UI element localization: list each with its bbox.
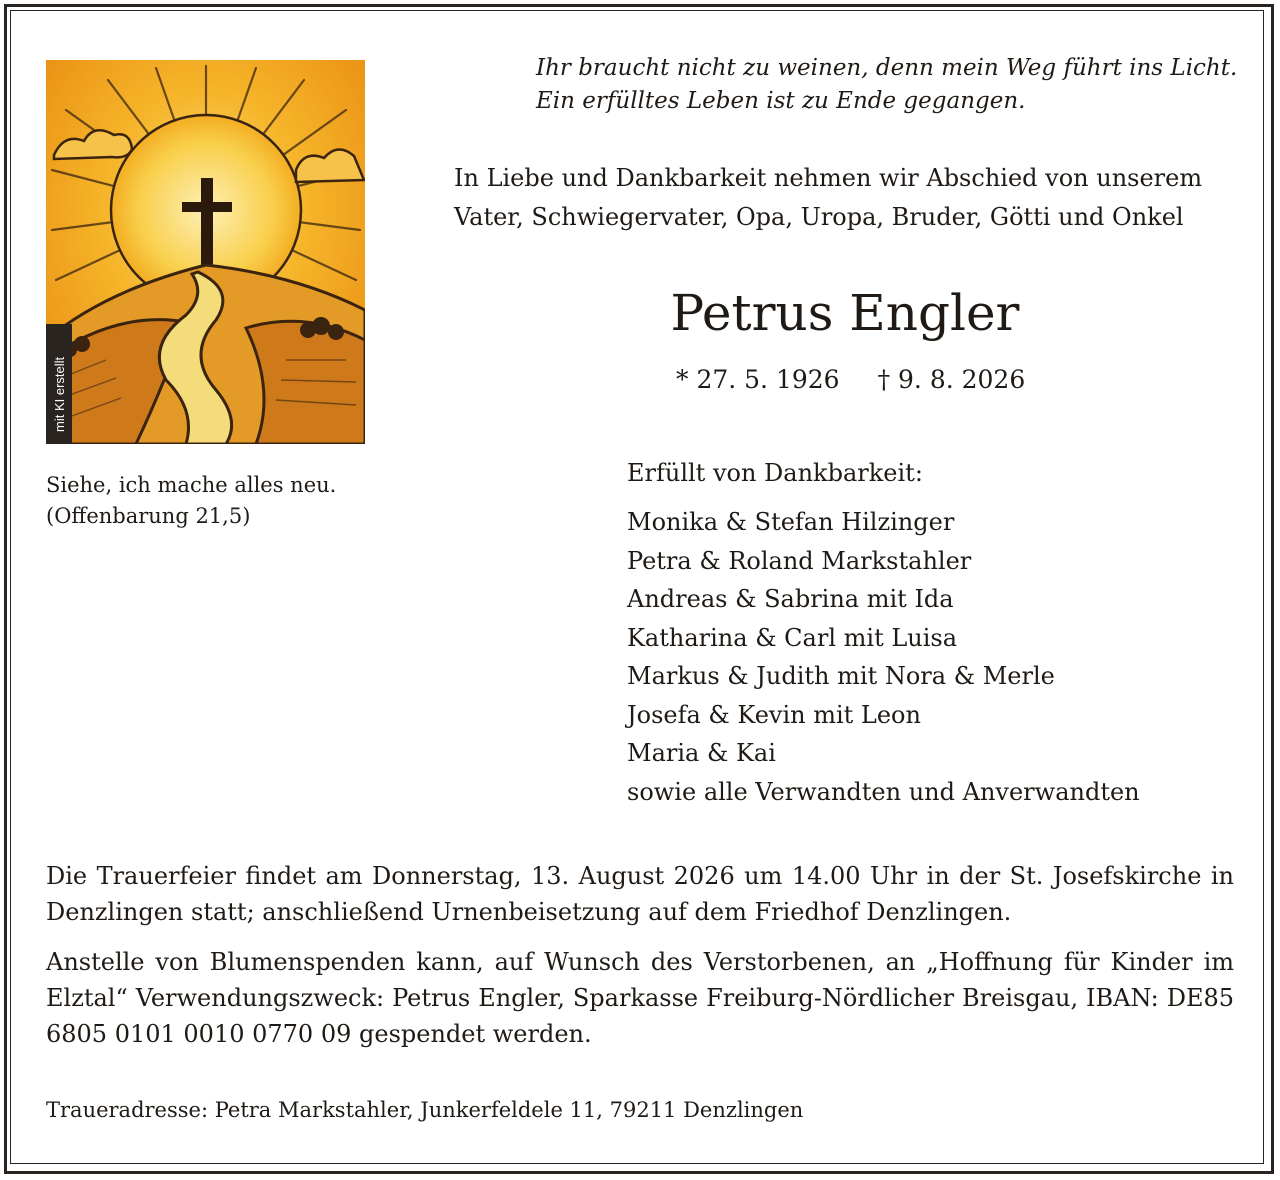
motto-line-1: Ihr braucht nicht zu weinen, denn mein Weg führt ins Licht. — [536, 55, 1238, 81]
deceased-name: Petrus Engler — [670, 284, 1020, 342]
motto-line-2: Ein erfülltes Leben ist zu Ende gegangen. — [536, 88, 1026, 114]
list-item: Maria & Kai — [627, 739, 776, 767]
list-item: Andreas & Sabrina mit Ida — [627, 585, 954, 613]
intro-line-1: In Liebe und Dankbarkeit nehmen wir Abschied von unserem — [454, 164, 1203, 192]
death-date: † 9. 8. 2026 — [877, 365, 1026, 394]
mourners-heading: Erfüllt von Dankbarkeit: — [627, 459, 923, 487]
list-item: Monika & Stefan Hilzinger — [627, 508, 955, 536]
ai-label: mit KI erstellt — [52, 356, 67, 432]
list-item: Josefa & Kevin mit Leon — [627, 700, 921, 729]
motto — [536, 52, 1246, 118]
list-item: Markus & Judith mit Nora & Merle — [627, 662, 1055, 690]
verse-text: Siehe, ich mache alles neu. — [46, 473, 337, 497]
intro-line-2: Vater, Schwiegervater, Opa, Uropa, Bruder, Götti und Onkel — [454, 203, 1184, 231]
list-item: Petra & Roland Markstahler — [627, 546, 972, 575]
life-dates — [676, 362, 1025, 398]
donation-info: Anstelle von Blumenspenden kann, auf Wunsch des Verstorbenen, an „Hoffnung für Kinder im Elztal“ Verwendungszweck: Petrus Engler, Sparkasse Freiburg-Nördlicher Breisgau, IBAN: DE85 6805 0101 0010 0770 09 gespendet werden. — [46, 948, 1234, 1048]
mourners-list — [627, 503, 1140, 811]
funeral-service-info: Die Trauerfeier findet am Donnerstag, 13. August 2026 um 14.00 Uhr in der St. Josefskirche in Denzlingen statt; anschließend Urnenbeisetzung auf dem Friedhof Denzlingen. — [46, 862, 1234, 926]
list-item: Katharina & Carl mit Luisa — [627, 623, 958, 652]
birth-date: * 27. 5. 1926 — [676, 365, 840, 394]
intro-text — [454, 159, 1254, 237]
sunrise-cross-illustration — [46, 60, 365, 444]
list-item: sowie alle Verwandten und Anverwandten — [627, 777, 1140, 806]
mourning-address: Traueradresse: Petra Markstahler, Junkerfeldele 11, 79211 Denzlingen — [46, 1098, 804, 1122]
bible-verse — [46, 470, 406, 532]
verse-reference: (Offenbarung 21,5) — [46, 504, 251, 528]
